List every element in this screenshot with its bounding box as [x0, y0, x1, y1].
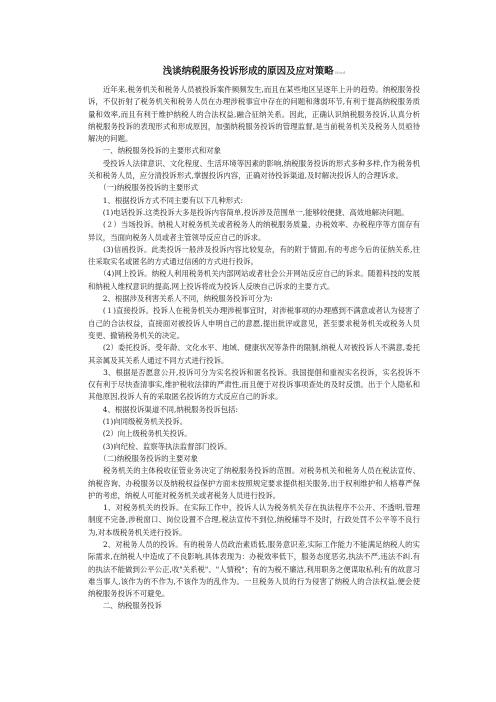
paragraph: 受投诉人法律意识、文化程度、生活环境等因素的影响,纳税服务投诉的形式多种多样,作为税务机关和税务人员，应分清投诉形式,掌握投诉内容，正确对待投诉渠道,及时解决投诉人的合理诉求。 — [88, 158, 420, 181]
document-page — [88, 66, 420, 613]
paragraph: 一、纳税服务投诉的主要形式和对象 — [88, 146, 222, 156]
paragraph: 4、根据投诉渠道不同,纳税服务投诉包括: — [88, 404, 238, 414]
paragraph: 二、纳税服务投诉 — [88, 601, 162, 611]
title-tag: Word — [334, 70, 346, 75]
paragraph: 近年来,税务机关和税务人员被投诉案件频频发生,而且在某些地区呈逐年上升的趋势。纳税服务投诉，不仅折射了税务机关和税务人员在办理涉税事宜中存在的问题和薄弱环节,有利于提高纳税服务质量和效率,而且有利于维护纳税人的合法权益,融合征纳关系。因此，正确认识纳税服务投诉,认真分析纳税服务投诉的表现形式和形成原因，加强纳税服务投诉的管理监督,是当前税务机关及税务人员亟待解决的问题。 — [88, 85, 420, 144]
paragraph: 2、根据涉及利害关系人不同，纳税服务投诉可分为: — [88, 294, 273, 304]
paragraph: （4)网上投诉。纳税人利用税务机关内部网站或者社会公开网站反应自己的诉求。随着科技的发展和纳税人维权意识的提高,网上投诉将成为投诉人反映自己诉求的主要方式。 — [88, 269, 420, 291]
paragraph: (１)直接投诉。投诉人在税务机关办理涉税事宜时，对涉税事项的办理感到不满意或者认为侵害了自己的合法权益，直接面对被投诉人申明自己的意愿,提出批评或意见，甚至要求税务机关或税务人员变更、撤销税务机关的决定。 — [88, 306, 420, 340]
paragraph: (3)信函投诉。此类投诉一般涉及投诉内容比较复杂，有的附于情面,有的考虑今后的征纳关系,往往采取实名或匿名的方式通过信函的方式进行投诉。 — [88, 244, 421, 267]
paragraph: 2、对税务人员的投诉。有的税务人员政治素质低,服务意识差,实际工作能力不能满足纳税人的实际需求,在纳税人中造成了不良影响,具体表现为：办税效率低下，服务态度恶劣,执法不严,违法不纠.有的执法不能做到公平公正,收"关系税"、"人情税"；有的为税不廉洁,利用职务之便谋取私利;有的故意习难当事人,该作为的不作为,不该作为的乱作为。一旦税务人员的行为侵害了纳税人的合法权益,便会使纳税服务投诉不可避免。 — [88, 539, 420, 599]
paragraph: (3)向纪检、监察等执法监督部门投诉。 — [88, 441, 232, 451]
paragraph: (2）向上级税务机关投诉。 — [88, 429, 192, 439]
paragraph: 3、根据是否愿意公开,投诉可分为实名投诉和匿名投诉。我国提倡和重视实名投诉，实名投诉不仅有利于尽快查清事实,维护税收法律的严肃性,而且便于对投诉事项查处的及时反馈。出于个人隐私和其他原因,投诉人有的采取匿名投诉的方式反应自己的诉求。 — [88, 367, 420, 402]
paragraph: (1)电话投诉.这类投诉大多是投诉内容简单,投诉涉及范围单一,能够较便捷、高效地解决问题。 — [88, 207, 409, 217]
paragraph: 1、根据投诉方式不同主要有以下几种形式: — [88, 195, 244, 205]
paragraph: （二)纳税服务投诉的主要对象 — [88, 453, 199, 463]
paragraph: （一)纳税服务投诉的主要形式 — [88, 183, 199, 193]
paragraph: (1)向同级税务机关投诉。 — [88, 417, 188, 427]
document-body — [88, 84, 420, 613]
paragraph: 1、对税务机关的投诉。在实际工作中，投诉人认为税务机关存在执法程序不公开、不透明,管理制度不完备,涉税窗口、岗位设置不合理,税法宣传不到位,纳税辅导不及时，行政处罚不公平等不良行为,对本级税务机关进行投诉。 — [88, 503, 420, 537]
paragraph: 税务机关的主体税收征管业务决定了纳税服务投诉的范围。对税务机关和税务人员在税法宣传、纳税咨询、办税服务以及纳税权益保护方面未按照规定要求提供相关服务,出于权利维护和人格尊严保护的考虑，纳税人可能对税务机关或者税务人员进行投诉。 — [88, 466, 420, 500]
title-text: 浅谈纳税服务投诉形成的原因及应对策略 — [162, 66, 334, 77]
paragraph: (２）当场投诉。纳税人对税务机关或者税务人的纳税服务质量、办税效率、办税程序等方面存有异议，当面向税务人员或者主管领导反应自己的诉求。 — [88, 220, 420, 242]
document-title — [88, 66, 420, 79]
paragraph: (2）委托投诉。受年龄、文化水平、地域、健康状况等条件的限制,纳税人对被投诉人不满意,委托其亲属及其关系人通过不同方式进行投诉。 — [88, 343, 420, 365]
